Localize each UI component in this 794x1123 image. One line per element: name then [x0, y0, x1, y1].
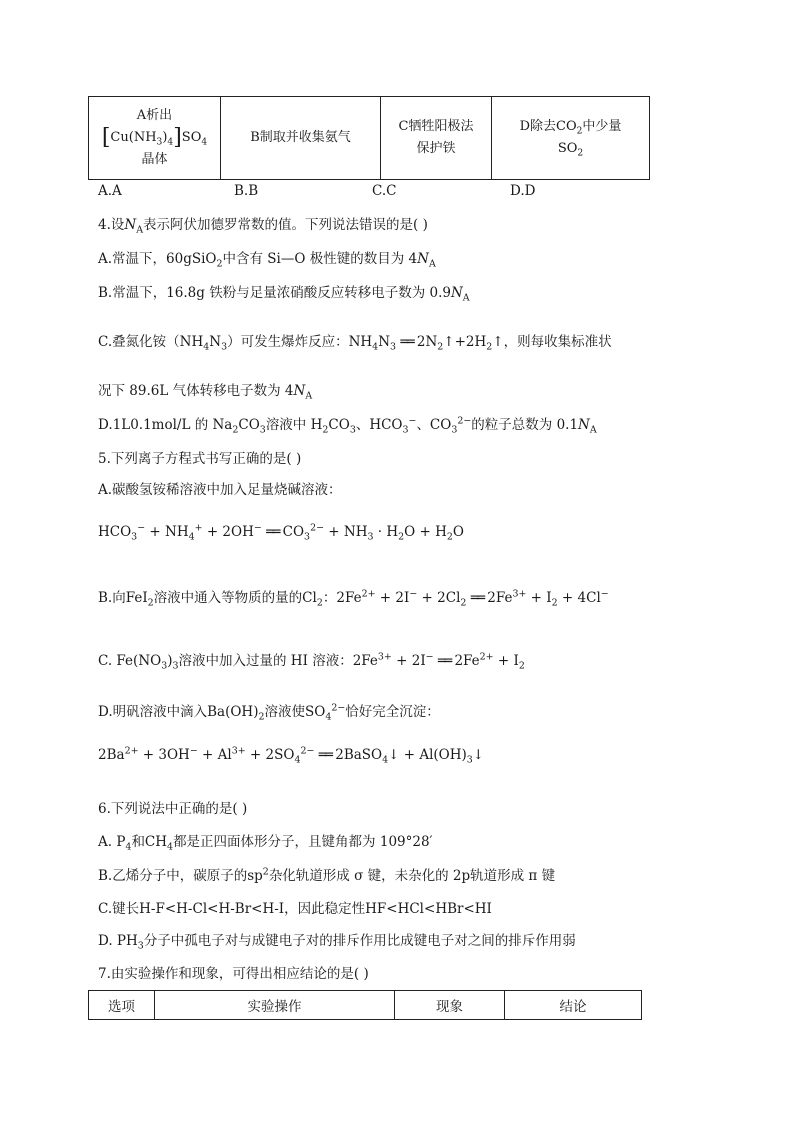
q4-option-d: D.1L0.1mol/L 的 $Na_2CO_3$溶液中 $H_2CO_3$、$HCO_3^-$、$CO_3^{2-}$的粒子总数为 $0.1N_A$ [98, 415, 597, 436]
q3-option-d: D.D [510, 183, 536, 199]
q3-option-a: A.A [98, 183, 122, 199]
q5-option-a-equation: $HCO_3^- + NH_4^+ + 2OH^-$ ══ $CO_3^{2-} + NH_3 \cdot H_2O + H_2O$ [98, 522, 464, 543]
q4-option-c-line1: C.叠氮化铵$(NH_4N_3)$可发生爆炸反应：$NH_4N_3$ ══ $2N_2↑+2H_2↑$，则每收集标准状 [98, 334, 612, 353]
q4-stem: 4.设$N_A$表示阿伏加德罗常数的值。下列说法错误的是( ) [98, 217, 428, 236]
q3-option-b: B.B [234, 183, 259, 199]
q3-cell-d [492, 97, 650, 180]
q3-cell-d-line2: $SO_2$ [557, 141, 584, 159]
q3-cell-c-line1: C牺牲阳极法 [398, 119, 474, 134]
q4-option-c-line2: 况下 89.6L 气体转移电子数为 $4N_A$ [98, 383, 313, 402]
q3-cell-d-line1: D除去$CO_2$中少量 [519, 119, 622, 137]
q4-option-a: A.常温下，60gSiO$_2$中含有 Si—O 极性键的数目为 $4N_A$ [98, 251, 436, 270]
q3-cell-a-formula: $[Cu(NH_3)_4]SO_4$ [101, 125, 208, 150]
q3-cell-b: B制取并收集氨气 [221, 97, 381, 180]
q3-cell-a-line3: 晶体 [141, 152, 168, 167]
q6-option-a: A. $P_4$和$CH_4$都是正四面体形分子，且键角都为 109°28′ [98, 834, 433, 853]
q6-option-d: D. $PH_3$分子中孤电子对与成键电子对的排斥作用比成键电子对之间的排斥作用弱 [98, 933, 576, 952]
q3-cell-c [381, 97, 492, 180]
q5-stem: 5.下列离子方程式书写正确的是( ) [98, 451, 302, 467]
q5-option-a: A.碳酸氢铵稀溶液中加入足量烧碱溶液： [98, 482, 342, 498]
q3-cell-c-line2: 保护铁 [416, 141, 456, 156]
q7-header-phenomenon: 现象 [395, 991, 505, 1020]
q3-cell-a [89, 97, 221, 180]
q6-stem: 6.下列说法中正确的是( ) [98, 801, 248, 817]
q3-option-c: C.C [372, 183, 397, 199]
q7-header-operation: 实验操作 [155, 991, 395, 1020]
q4-option-b: B.常温下，16.8g 铁粉与足量浓硝酸反应转移电子数为 $0.9N_A$ [98, 285, 470, 304]
q3-options-table [88, 96, 650, 180]
q7-header-conclusion: 结论 [505, 991, 642, 1020]
q5-option-c: C. $Fe(NO_3)_3$溶液中加入过量的 HI 溶液：$2Fe^{3+} + 2I^-$ ══ $2Fe^{2+} + I_2$ [98, 651, 525, 672]
q6-option-b: B.乙烯分子中，碳原子的$sp^2$杂化轨道形成 σ 键，未杂化的 2p轨道形成 π 键 [98, 866, 556, 884]
q6-option-c: C.键长H-F<H-Cl<H-Br<H-I，因此稳定性HF<HCl<HBr<HI [98, 901, 492, 917]
q7-stem: 7.由实验操作和现象，可得出相应结论的是( ) [98, 966, 369, 982]
q5-option-b: B.向FeI$_2$溶液中通入等物质的量的$Cl_2$：$2Fe^{2+} + 2I^- + 2Cl_2$ ══ $2Fe^{3+} + I_2 + 4Cl^-$ [98, 588, 609, 609]
q7-header-option: 选项 [89, 991, 155, 1020]
q7-table [88, 990, 642, 1020]
q5-option-d: D.明矾溶液中滴入$Ba(OH)_2$溶液使$SO_4^{2-}$恰好完全沉淀： [98, 702, 440, 723]
q5-option-d-equation: $2Ba^{2+} + 3OH^- + Al^{3+} + 2SO_4^{2-}$ ══ 2BaSO$_4$↓ + $Al(OH)_3↓$ [98, 745, 485, 766]
q3-cell-a-line1: A析出 [136, 108, 173, 123]
